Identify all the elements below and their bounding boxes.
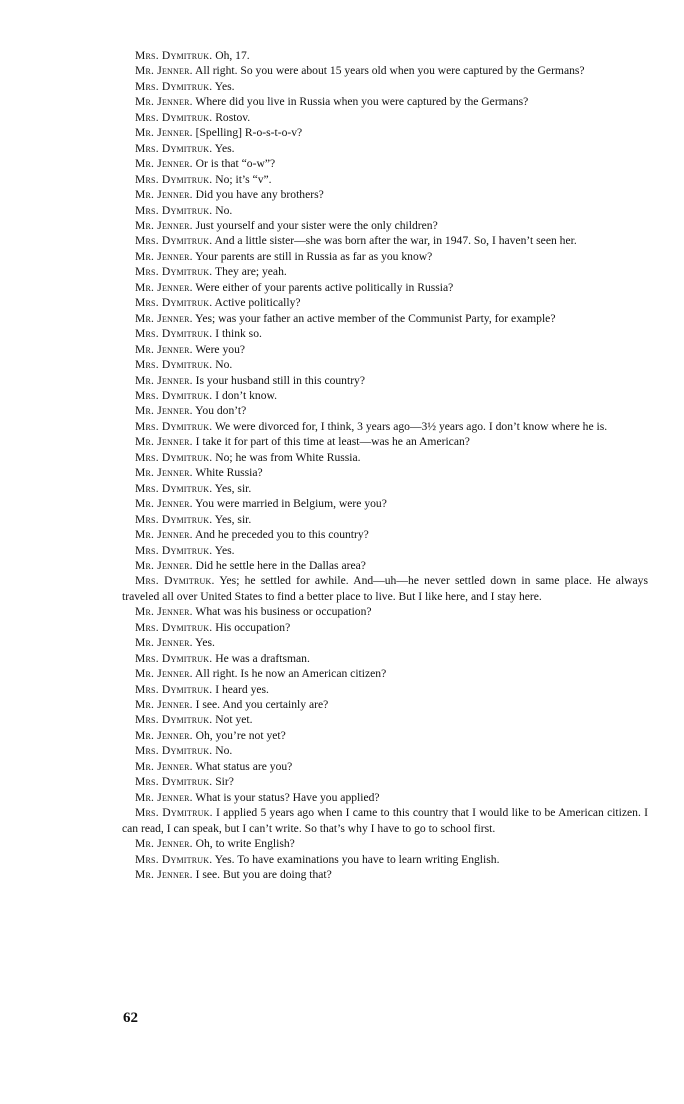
utterance-text: No. <box>212 203 233 217</box>
speaker-label: Mrs. Dymitruk. <box>135 49 213 62</box>
testimony-paragraph <box>122 79 648 94</box>
testimony-paragraph <box>122 388 648 403</box>
speaker-label: Mrs. Dymitruk. <box>135 110 213 124</box>
utterance-text: Sir? <box>212 775 234 789</box>
utterance-text: Yes, sir. <box>212 512 252 526</box>
speaker-label: Mrs. Dymitruk. <box>135 620 213 634</box>
testimony-paragraph <box>122 419 648 434</box>
speaker-label: Mrs. Dymitruk. <box>135 450 213 464</box>
utterance-text: And he preceded you to this country? <box>192 528 369 542</box>
utterance-text: [Spelling] R-o-s-t-o-v? <box>192 126 303 140</box>
testimony-paragraph <box>122 852 648 867</box>
speaker-label: Mrs. Dymitruk. <box>135 682 213 696</box>
utterance-text: All right. So you were about 15 years old when you were captured by the Germans? <box>192 64 585 78</box>
testimony-paragraph <box>122 125 648 140</box>
utterance-text: His occupation? <box>212 620 291 634</box>
utterance-text: I see. But you are doing that? <box>192 868 332 882</box>
testimony-paragraph <box>122 342 648 357</box>
testimony-paragraph <box>122 465 648 480</box>
testimony-paragraph <box>122 141 648 156</box>
utterance-text: Not yet. <box>212 713 253 727</box>
utterance-text: All right. Is he now an American citizen? <box>192 667 387 681</box>
testimony-paragraph <box>122 450 648 465</box>
utterance-text: I take it for part of this time at least—was he an American? <box>192 435 470 449</box>
testimony-paragraph <box>122 790 648 805</box>
speaker-label: Mr. Jenner. <box>135 218 193 232</box>
speaker-label: Mr. Jenner. <box>135 373 193 387</box>
speaker-label: Mr. Jenner. <box>135 435 193 449</box>
utterance-text: I see. And you certainly are? <box>192 698 329 712</box>
utterance-text: Just yourself and your sister were the only children? <box>192 218 438 232</box>
testimony-paragraph <box>122 481 648 496</box>
speaker-label: Mr. Jenner. <box>135 466 193 480</box>
speaker-label: Mr. Jenner. <box>135 605 193 619</box>
testimony-paragraph <box>122 604 648 619</box>
utterance-text: No; it’s “v”. <box>212 172 272 186</box>
utterance-text: No. <box>212 744 233 758</box>
speaker-label: Mr. Jenner. <box>135 759 193 773</box>
testimony-paragraph <box>122 326 648 341</box>
speaker-label: Mrs. Dymitruk. <box>135 296 213 310</box>
testimony-paragraph <box>122 620 648 635</box>
testimony-paragraph <box>122 512 648 527</box>
speaker-label: Mrs. Dymitruk. <box>135 419 213 433</box>
utterance-text: I heard yes. <box>212 682 269 696</box>
testimony-paragraph <box>122 264 648 279</box>
utterance-text: What was his business or occupation? <box>192 605 372 619</box>
utterance-text: Yes; was your father an active member of the Communist Party, for example? <box>192 311 556 325</box>
testimony-paragraph <box>122 94 648 109</box>
speaker-label: Mrs. Dymitruk. <box>135 574 215 588</box>
speaker-label: Mrs. Dymitruk. <box>135 172 213 186</box>
speaker-label: Mr. Jenner. <box>135 790 193 804</box>
speaker-label: Mrs. Dymitruk. <box>135 775 213 789</box>
utterance-text: They are; yeah. <box>212 265 287 279</box>
utterance-text: You were married in Belgium, were you? <box>192 497 387 511</box>
utterance-text: Yes. <box>212 141 235 155</box>
utterance-text: Yes. <box>212 543 235 557</box>
testimony-paragraph <box>122 651 648 666</box>
testimony-paragraph <box>122 110 648 125</box>
testimony-paragraph <box>122 434 648 449</box>
testimony-paragraph <box>122 666 648 681</box>
testimony-paragraph <box>122 558 648 573</box>
speaker-label: Mr. Jenner. <box>135 636 193 650</box>
speaker-label: Mr. Jenner. <box>135 64 193 78</box>
utterance-text: What status are you? <box>192 759 293 773</box>
testimony-paragraph <box>122 233 648 248</box>
speaker-label: Mrs. Dymitruk. <box>135 388 213 402</box>
testimony-paragraph <box>122 573 648 604</box>
testimony-paragraph <box>122 728 648 743</box>
testimony-paragraph <box>122 156 648 171</box>
utterance-text: We were divorced for, I think, 3 years ago—3½ years ago. I don’t know where he is. <box>212 419 608 433</box>
utterance-text: I don’t know. <box>212 388 278 402</box>
speaker-label: Mrs. Dymitruk. <box>135 327 213 341</box>
utterance-text: Did he settle here in the Dallas area? <box>192 558 366 572</box>
utterance-text: Is your husband still in this country? <box>192 373 366 387</box>
speaker-label: Mrs. Dymitruk. <box>135 265 213 279</box>
utterance-text: What is your status? Have you applied? <box>192 790 380 804</box>
utterance-text: Oh, 17. <box>212 49 250 62</box>
speaker-label: Mr. Jenner. <box>135 837 193 851</box>
utterance-text: Rostov. <box>212 110 251 124</box>
testimony-paragraph <box>122 357 648 372</box>
testimony-paragraph <box>122 697 648 712</box>
speaker-label: Mr. Jenner. <box>135 698 193 712</box>
testimony-paragraph <box>122 774 648 789</box>
testimony-paragraph <box>122 805 648 836</box>
speaker-label: Mrs. Dymitruk. <box>135 234 213 248</box>
speaker-label: Mr. Jenner. <box>135 868 193 882</box>
utterance-text: Were you? <box>192 342 246 356</box>
utterance-text: Yes. <box>192 636 215 650</box>
utterance-text: Yes. <box>212 79 235 93</box>
testimony-paragraph <box>122 836 648 851</box>
speaker-label: Mrs. Dymitruk. <box>135 543 213 557</box>
utterance-text: Active politically? <box>212 296 301 310</box>
utterance-text: And a little sister—she was born after the war, in 1947. So, I haven’t seen her. <box>212 234 577 248</box>
utterance-text: Yes; he settled for awhile. And—uh—he never settled down in same place. He always traveled all over United States to find a better place to live. But I like here, and I stay here. <box>122 574 648 603</box>
testimony-paragraph <box>122 203 648 218</box>
page-number: 62 <box>123 1010 138 1026</box>
utterance-text: Where did you live in Russia when you were captured by the Germans? <box>192 95 529 109</box>
speaker-label: Mrs. Dymitruk. <box>135 79 213 93</box>
utterance-text: Yes, sir. <box>212 481 252 495</box>
testimony-paragraph <box>122 403 648 418</box>
testimony-paragraph <box>122 496 648 511</box>
speaker-label: Mr. Jenner. <box>135 249 193 263</box>
speaker-label: Mrs. Dymitruk. <box>135 203 213 217</box>
speaker-label: Mr. Jenner. <box>135 280 193 294</box>
speaker-label: Mrs. Dymitruk. <box>135 713 213 727</box>
speaker-label: Mr. Jenner. <box>135 497 193 511</box>
testimony-paragraph <box>122 712 648 727</box>
testimony-paragraph <box>122 218 648 233</box>
utterance-text: He was a draftsman. <box>212 651 310 665</box>
utterance-text: Oh, you’re not yet? <box>192 728 286 742</box>
speaker-label: Mrs. Dymitruk. <box>135 512 213 526</box>
speaker-label: Mr. Jenner. <box>135 528 193 542</box>
testimony-paragraph <box>122 527 648 542</box>
speaker-label: Mrs. Dymitruk. <box>135 481 213 495</box>
testimony-paragraph <box>122 867 648 882</box>
speaker-label: Mr. Jenner. <box>135 558 193 572</box>
testimony-paragraph <box>122 172 648 187</box>
utterance-text: Yes. To have examinations you have to learn writing English. <box>212 852 500 866</box>
speaker-label: Mr. Jenner. <box>135 157 193 171</box>
utterance-text: Your parents are still in Russia as far as you know? <box>192 249 433 263</box>
speaker-label: Mrs. Dymitruk. <box>135 744 213 758</box>
speaker-label: Mrs. Dymitruk. <box>135 651 213 665</box>
speaker-label: Mrs. Dymitruk. <box>135 141 213 155</box>
testimony-paragraph <box>122 63 648 78</box>
utterance-text: You don’t? <box>192 404 247 418</box>
testimony-paragraph <box>122 187 648 202</box>
speaker-label: Mr. Jenner. <box>135 188 193 202</box>
speaker-label: Mrs. Dymitruk. <box>135 852 213 866</box>
testimony-paragraph <box>122 280 648 295</box>
utterance-text: Or is that “o-w”? <box>192 157 276 171</box>
testimony-paragraph <box>122 635 648 650</box>
utterance-text: Were either of your parents active politically in Russia? <box>192 280 454 294</box>
speaker-label: Mr. Jenner. <box>135 728 193 742</box>
utterance-text: I think so. <box>212 327 262 341</box>
utterance-text: White Russia? <box>192 466 263 480</box>
testimony-body <box>122 48 648 882</box>
testimony-paragraph <box>122 743 648 758</box>
speaker-label: Mr. Jenner. <box>135 126 193 140</box>
speaker-label: Mr. Jenner. <box>135 667 193 681</box>
utterance-text: I applied 5 years ago when I came to this country that I would like to be American citizen. I can read, I can speak, but I can’t write. So that’s why I have to go to school first. <box>122 806 648 835</box>
testimony-paragraph <box>122 311 648 326</box>
speaker-label: Mr. Jenner. <box>135 342 193 356</box>
testimony-paragraph <box>122 48 648 63</box>
speaker-label: Mr. Jenner. <box>135 95 193 109</box>
speaker-label: Mrs. Dymitruk. <box>135 806 213 820</box>
utterance-text: No; he was from White Russia. <box>212 450 361 464</box>
utterance-text: Oh, to write English? <box>192 837 295 851</box>
utterance-text: No. <box>212 358 233 372</box>
utterance-text: Did you have any brothers? <box>192 188 324 202</box>
speaker-label: Mr. Jenner. <box>135 404 193 418</box>
speaker-label: Mr. Jenner. <box>135 311 193 325</box>
testimony-paragraph <box>122 373 648 388</box>
testimony-paragraph <box>122 759 648 774</box>
testimony-paragraph <box>122 249 648 264</box>
testimony-paragraph <box>122 295 648 310</box>
testimony-paragraph <box>122 682 648 697</box>
speaker-label: Mrs. Dymitruk. <box>135 358 213 372</box>
testimony-paragraph <box>122 543 648 558</box>
